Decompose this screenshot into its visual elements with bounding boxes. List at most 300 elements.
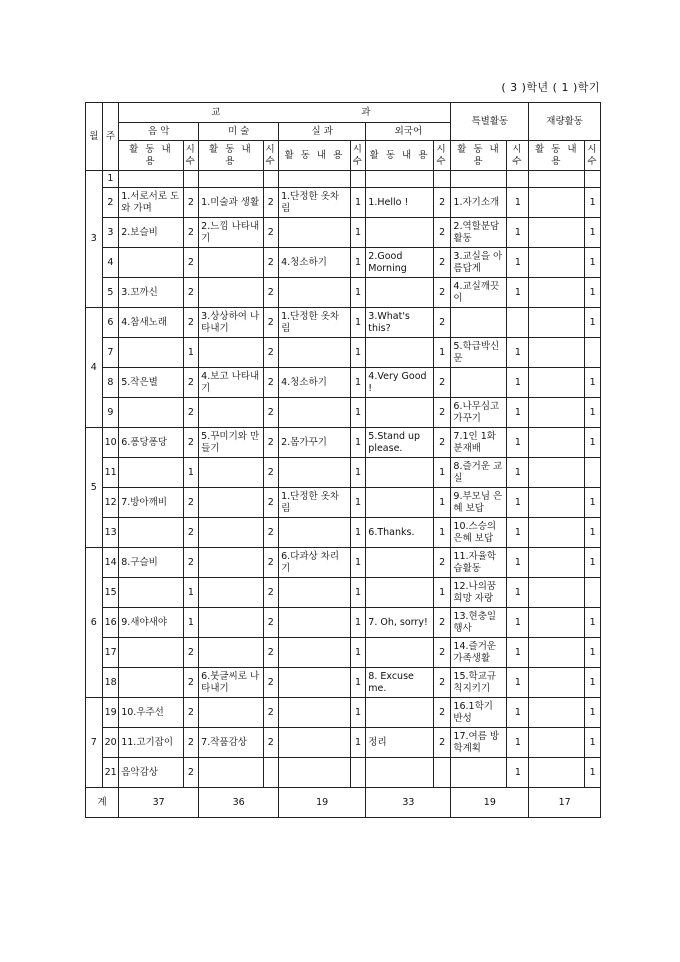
english-activity — [366, 638, 433, 668]
art-header: 미 술 — [199, 123, 279, 141]
music-activity: 5.작은별 — [119, 368, 183, 398]
week-number: 18 — [102, 668, 119, 698]
english-activity — [366, 758, 433, 788]
special-activity: 15.학교규칙지키기 — [451, 668, 507, 698]
music-hours: 2 — [183, 518, 199, 548]
discretionary-activity — [529, 758, 585, 788]
english-hours: 1 — [433, 578, 451, 608]
english-hours: 2 — [433, 218, 451, 248]
practical-activity: 4.청소하기 — [279, 368, 351, 398]
week-row — [86, 578, 601, 608]
activity-header: 활 동 내 용 — [199, 141, 263, 171]
art-hours: 2 — [263, 188, 279, 218]
art-activity — [199, 171, 263, 188]
art-hours: 2 — [263, 488, 279, 518]
english-hours: 2 — [433, 428, 451, 458]
hours-header: 시 수 — [433, 141, 451, 171]
music-hours: 2 — [183, 548, 199, 578]
discretionary-hours: 1 — [585, 698, 601, 728]
special-activity: 14.즐거운 가족생활 — [451, 638, 507, 668]
week-number: 12 — [102, 488, 119, 518]
art-hours: 2 — [263, 608, 279, 638]
discretionary-activity — [529, 248, 585, 278]
practical-activity — [279, 698, 351, 728]
practical-activity — [279, 758, 351, 788]
activity-header: 활 동 내 용 — [529, 141, 585, 171]
art-activity — [199, 338, 263, 368]
english-activity: 6.Thanks. — [366, 518, 433, 548]
practical-hours: 1 — [350, 458, 366, 488]
art-activity: 1.미술과 생활 — [199, 188, 263, 218]
music-activity: 8.구슬비 — [119, 548, 183, 578]
music-activity — [119, 578, 183, 608]
english-activity: 3.What's this? — [366, 308, 433, 338]
english-hours: 2 — [433, 398, 451, 428]
week-row — [86, 668, 601, 698]
week-row — [86, 218, 601, 248]
week-row — [86, 608, 601, 638]
art-activity: 6.붓글씨로 나타내기 — [199, 668, 263, 698]
special-hours: 1 — [507, 578, 529, 608]
english-hours: 2 — [433, 698, 451, 728]
art-activity: 2.느낌 나타내기 — [199, 218, 263, 248]
week-row — [86, 758, 601, 788]
practical-hours: 1 — [350, 368, 366, 398]
curriculum-plan-table — [85, 102, 601, 818]
week-header: 주 — [102, 103, 119, 171]
special-activities-header: 특별활동 — [451, 103, 529, 141]
practical-hours: 1 — [350, 518, 366, 548]
week-row — [86, 338, 601, 368]
special-hours: 1 — [507, 518, 529, 548]
music-hours: 2 — [183, 218, 199, 248]
hours-header: 시 수 — [585, 141, 601, 171]
english-hours: 2 — [433, 608, 451, 638]
art-activity: 7.작품감상 — [199, 728, 263, 758]
week-number: 9 — [102, 398, 119, 428]
special-hours — [507, 171, 529, 188]
english-activity — [366, 578, 433, 608]
total-discretionary: 17 — [529, 788, 601, 818]
music-hours: 2 — [183, 638, 199, 668]
english-hours: 2 — [433, 548, 451, 578]
discretionary-hours — [585, 171, 601, 188]
hours-header: 시 수 — [183, 141, 199, 171]
discretionary-hours — [585, 338, 601, 368]
art-activity: 4.보고 나타내기 — [199, 368, 263, 398]
english-activity: 2.Good Morning — [366, 248, 433, 278]
art-hours — [263, 758, 279, 788]
discretionary-activity — [529, 668, 585, 698]
music-hours: 2 — [183, 368, 199, 398]
discretionary-hours: 1 — [585, 248, 601, 278]
practical-arts-header: 실 과 — [279, 123, 366, 141]
english-activity — [366, 698, 433, 728]
special-activity: 17.여름 방학계획 — [451, 728, 507, 758]
special-activity — [451, 368, 507, 398]
discretionary-hours: 1 — [585, 368, 601, 398]
discretionary-hours: 1 — [585, 218, 601, 248]
discretionary-activity — [529, 428, 585, 458]
special-hours: 1 — [507, 368, 529, 398]
special-hours: 1 — [507, 758, 529, 788]
special-hours: 1 — [507, 398, 529, 428]
practical-activity — [279, 608, 351, 638]
discretionary-hours: 1 — [585, 278, 601, 308]
week-row — [86, 548, 601, 578]
month-header: 월 — [86, 103, 103, 171]
week-row — [86, 488, 601, 518]
special-hours: 1 — [507, 548, 529, 578]
art-hours — [263, 171, 279, 188]
week-row — [86, 368, 601, 398]
practical-hours: 1 — [350, 308, 366, 338]
special-activity: 12.나의꿈 희망 자랑 — [451, 578, 507, 608]
special-activity: 13.현충일 행사 — [451, 608, 507, 638]
practical-hours: 1 — [350, 578, 366, 608]
art-activity — [199, 758, 263, 788]
practical-activity — [279, 458, 351, 488]
english-activity — [366, 488, 433, 518]
discretionary-activity — [529, 638, 585, 668]
music-header: 음 악 — [119, 123, 199, 141]
discretionary-hours: 1 — [585, 308, 601, 338]
music-hours: 1 — [183, 338, 199, 368]
practical-activity: 6.다과상 차리기 — [279, 548, 351, 578]
practical-activity — [279, 398, 351, 428]
discretionary-activity — [529, 578, 585, 608]
music-activity: 4.참새노래 — [119, 308, 183, 338]
music-hours: 2 — [183, 428, 199, 458]
total-art: 36 — [199, 788, 279, 818]
activity-header: 활 동 내 용 — [451, 141, 507, 171]
discretionary-hours: 1 — [585, 398, 601, 428]
subjects-header — [119, 103, 451, 123]
hours-header: 시 수 — [507, 141, 529, 171]
english-hours: 1 — [433, 338, 451, 368]
discretionary-activity — [529, 548, 585, 578]
art-hours: 2 — [263, 578, 279, 608]
english-activity: 정리 — [366, 728, 433, 758]
discretionary-hours: 1 — [585, 488, 601, 518]
english-hours: 2 — [433, 638, 451, 668]
special-hours: 1 — [507, 728, 529, 758]
special-activity: 11.자율학습활동 — [451, 548, 507, 578]
special-activity: 9.부모님 은혜 보답 — [451, 488, 507, 518]
discretionary-hours: 1 — [585, 758, 601, 788]
art-activity: 3.상상하여 나타내기 — [199, 308, 263, 338]
practical-activity — [279, 338, 351, 368]
english-hours: 1 — [433, 488, 451, 518]
hours-header: 시 수 — [263, 141, 279, 171]
practical-hours: 1 — [350, 548, 366, 578]
music-activity — [119, 338, 183, 368]
music-activity — [119, 668, 183, 698]
music-hours: 2 — [183, 728, 199, 758]
hours-header: 시 수 — [350, 141, 366, 171]
music-hours: 2 — [183, 278, 199, 308]
music-hours: 1 — [183, 608, 199, 638]
special-activity — [451, 758, 507, 788]
week-number: 19 — [102, 698, 119, 728]
special-activity — [451, 308, 507, 338]
art-activity — [199, 578, 263, 608]
week-number: 3 — [102, 218, 119, 248]
practical-hours: 1 — [350, 218, 366, 248]
practical-activity — [279, 668, 351, 698]
art-hours: 2 — [263, 398, 279, 428]
special-activity: 6.나무심고 가꾸기 — [451, 398, 507, 428]
practical-activity — [279, 578, 351, 608]
week-row — [86, 188, 601, 218]
music-activity — [119, 171, 183, 188]
practical-hours: 1 — [350, 698, 366, 728]
music-hours: 2 — [183, 698, 199, 728]
week-number: 14 — [102, 548, 119, 578]
week-row — [86, 698, 601, 728]
discretionary-activity — [529, 188, 585, 218]
discretionary-hours: 1 — [585, 518, 601, 548]
practical-hours: 1 — [350, 638, 366, 668]
totals-row — [86, 788, 601, 818]
total-music: 37 — [119, 788, 199, 818]
special-activity: 1.자기소개 — [451, 188, 507, 218]
special-hours: 1 — [507, 668, 529, 698]
english-activity: 1.Hello ! — [366, 188, 433, 218]
english-hours: 2 — [433, 728, 451, 758]
art-hours: 2 — [263, 218, 279, 248]
week-number: 16 — [102, 608, 119, 638]
music-hours — [183, 171, 199, 188]
month-cell: 3 — [86, 171, 103, 308]
special-activity: 10.스승의 은혜 보답 — [451, 518, 507, 548]
discretionary-activity — [529, 218, 585, 248]
art-activity — [199, 398, 263, 428]
english-activity: 4.Very Good ! — [366, 368, 433, 398]
music-activity — [119, 638, 183, 668]
art-hours: 2 — [263, 248, 279, 278]
english-activity — [366, 171, 433, 188]
week-number: 7 — [102, 338, 119, 368]
week-row — [86, 728, 601, 758]
art-hours: 2 — [263, 548, 279, 578]
special-activity: 3.교실을 아름답게 — [451, 248, 507, 278]
art-hours: 2 — [263, 338, 279, 368]
art-hours: 2 — [263, 728, 279, 758]
music-hours: 2 — [183, 188, 199, 218]
discretionary-activity — [529, 278, 585, 308]
english-activity — [366, 278, 433, 308]
discretionary-hours: 1 — [585, 188, 601, 218]
foreign-language-header: 외국어 — [366, 123, 451, 141]
special-hours: 1 — [507, 428, 529, 458]
week-number: 8 — [102, 368, 119, 398]
art-hours: 2 — [263, 308, 279, 338]
discretionary-activity — [529, 728, 585, 758]
special-activity: 16.1학기 반성 — [451, 698, 507, 728]
subjects-header-part-b: 과 — [361, 106, 371, 118]
discretionary-hours — [585, 578, 601, 608]
music-hours: 1 — [183, 578, 199, 608]
week-number: 11 — [102, 458, 119, 488]
practical-hours: 1 — [350, 488, 366, 518]
special-hours: 1 — [507, 218, 529, 248]
english-activity — [366, 338, 433, 368]
music-activity: 6.퐁당퐁당 — [119, 428, 183, 458]
music-activity: 10.우주선 — [119, 698, 183, 728]
week-number: 1 — [102, 171, 119, 188]
week-number: 2 — [102, 188, 119, 218]
discretionary-activity — [529, 308, 585, 338]
music-hours: 2 — [183, 488, 199, 518]
art-hours: 2 — [263, 278, 279, 308]
practical-activity: 2.몸가꾸기 — [279, 428, 351, 458]
discretionary-activity — [529, 608, 585, 638]
week-number: 15 — [102, 578, 119, 608]
special-hours: 1 — [507, 188, 529, 218]
art-activity — [199, 638, 263, 668]
week-number: 17 — [102, 638, 119, 668]
activity-header: 활 동 내 용 — [279, 141, 351, 171]
art-activity — [199, 698, 263, 728]
special-hours — [507, 308, 529, 338]
english-activity: 5.Stand up please. — [366, 428, 433, 458]
practical-hours: 1 — [350, 428, 366, 458]
music-activity — [119, 458, 183, 488]
total-practical: 19 — [279, 788, 366, 818]
english-activity — [366, 458, 433, 488]
practical-activity: 1.단정한 옷차림 — [279, 488, 351, 518]
practical-hours — [350, 758, 366, 788]
special-hours: 1 — [507, 338, 529, 368]
special-activity: 8.즐거운 교실 — [451, 458, 507, 488]
practical-hours: 1 — [350, 338, 366, 368]
activity-header: 활 동 내 용 — [119, 141, 183, 171]
music-hours: 2 — [183, 758, 199, 788]
art-activity — [199, 458, 263, 488]
music-activity — [119, 398, 183, 428]
special-activity: 2.역할분담활동 — [451, 218, 507, 248]
practical-hours: 1 — [350, 668, 366, 698]
discretionary-hours: 1 — [585, 668, 601, 698]
week-row — [86, 398, 601, 428]
music-activity — [119, 518, 183, 548]
discretionary-activities-header: 재량활동 — [529, 103, 601, 141]
practical-activity — [279, 171, 351, 188]
english-activity: 7. Oh, sorry! — [366, 608, 433, 638]
month-cell: 6 — [86, 548, 103, 698]
art-hours: 2 — [263, 638, 279, 668]
discretionary-activity — [529, 398, 585, 428]
total-special: 19 — [451, 788, 529, 818]
week-number: 5 — [102, 278, 119, 308]
art-hours: 2 — [263, 458, 279, 488]
english-hours: 2 — [433, 308, 451, 338]
special-hours: 1 — [507, 698, 529, 728]
music-activity: 9.새야새야 — [119, 608, 183, 638]
english-activity: 8. Excuse me. — [366, 668, 433, 698]
art-activity — [199, 608, 263, 638]
english-hours — [433, 758, 451, 788]
special-activity: 4.교실깨끗이 — [451, 278, 507, 308]
month-cell: 7 — [86, 698, 103, 788]
practical-hours: 1 — [350, 398, 366, 428]
subjects-header-part-a: 교 — [211, 106, 221, 118]
discretionary-activity — [529, 458, 585, 488]
english-hours: 2 — [433, 248, 451, 278]
week-number: 6 — [102, 308, 119, 338]
art-activity — [199, 548, 263, 578]
grade-semester-note: ( 3 )학년 ( 1 )학기 — [501, 81, 600, 94]
art-activity — [199, 488, 263, 518]
music-activity: 3.꼬까신 — [119, 278, 183, 308]
art-hours: 2 — [263, 428, 279, 458]
english-activity — [366, 548, 433, 578]
special-activity: 5.학급박신문 — [451, 338, 507, 368]
week-row — [86, 278, 601, 308]
english-hours: 1 — [433, 518, 451, 548]
week-number: 20 — [102, 728, 119, 758]
practical-hours: 1 — [350, 728, 366, 758]
english-hours: 2 — [433, 368, 451, 398]
week-number: 4 — [102, 248, 119, 278]
art-hours: 2 — [263, 518, 279, 548]
week-row — [86, 458, 601, 488]
activity-header: 활 동 내 용 — [366, 141, 433, 171]
week-number: 10 — [102, 428, 119, 458]
discretionary-activity — [529, 338, 585, 368]
music-activity: 1.서로서로 도와 가며 — [119, 188, 183, 218]
practical-activity — [279, 218, 351, 248]
english-hours: 2 — [433, 188, 451, 218]
discretionary-hours: 1 — [585, 728, 601, 758]
discretionary-activity — [529, 518, 585, 548]
practical-activity — [279, 638, 351, 668]
practical-hours: 1 — [350, 248, 366, 278]
music-activity: 음악감상 — [119, 758, 183, 788]
discretionary-activity — [529, 488, 585, 518]
discretionary-hours: 1 — [585, 608, 601, 638]
discretionary-hours: 1 — [585, 638, 601, 668]
music-activity: 7.방아깨비 — [119, 488, 183, 518]
plan-body — [86, 171, 601, 788]
week-row — [86, 638, 601, 668]
music-hours: 2 — [183, 398, 199, 428]
discretionary-activity — [529, 368, 585, 398]
practical-hours: 1 — [350, 608, 366, 638]
music-hours: 2 — [183, 248, 199, 278]
practical-activity: 1.단정한 옷차림 — [279, 188, 351, 218]
music-activity: 11.고기잡이 — [119, 728, 183, 758]
art-hours: 2 — [263, 698, 279, 728]
english-activity — [366, 218, 433, 248]
discretionary-hours: 1 — [585, 428, 601, 458]
practical-activity — [279, 728, 351, 758]
week-row — [86, 248, 601, 278]
art-hours: 2 — [263, 368, 279, 398]
art-hours: 2 — [263, 668, 279, 698]
english-hours: 2 — [433, 668, 451, 698]
week-number: 21 — [102, 758, 119, 788]
practical-hours — [350, 171, 366, 188]
special-hours: 1 — [507, 278, 529, 308]
art-activity — [199, 248, 263, 278]
music-hours: 2 — [183, 308, 199, 338]
art-activity — [199, 518, 263, 548]
music-activity — [119, 248, 183, 278]
totals-label: 계 — [86, 788, 119, 818]
practical-activity — [279, 518, 351, 548]
